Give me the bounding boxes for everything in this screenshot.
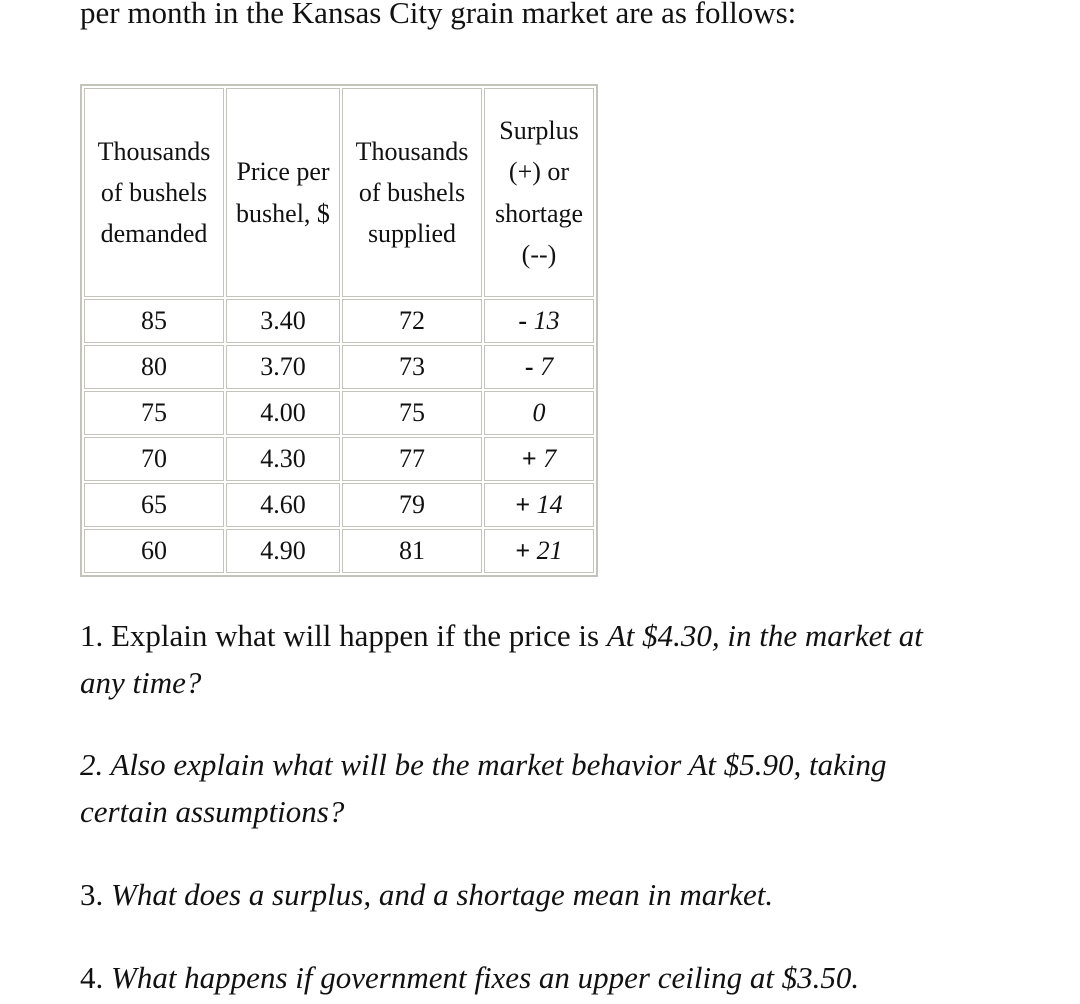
header-quantity-demanded [84, 88, 224, 297]
question-4-text: What happens if government fixes an upper ceiling at $3.50. [111, 960, 860, 995]
table-row [84, 529, 594, 573]
cell-supplied: 79 [342, 483, 482, 527]
table-header-row [84, 88, 594, 297]
header-surplus-shortage [484, 88, 594, 297]
cell-diff-value: 7 [540, 352, 554, 382]
cell-demanded: 60 [84, 529, 224, 573]
cell-price: 4.60 [226, 483, 340, 527]
cell-surplus-shortage [484, 437, 594, 481]
cell-price: 3.70 [226, 345, 340, 389]
question-1-text: 1. Explain what will happen if the price is [80, 618, 607, 653]
cell-diff-value: 21 [536, 536, 563, 566]
question-4 [80, 954, 960, 1001]
cell-surplus-shortage [484, 529, 594, 573]
cell-surplus-shortage [484, 483, 594, 527]
header-quantity-supplied-label: Thousands of bushels supplied [355, 136, 469, 249]
cell-supplied: 75 [342, 391, 482, 435]
question-3-number: 3. [80, 877, 111, 912]
cell-demanded: 75 [84, 391, 224, 435]
cell-demanded: 80 [84, 345, 224, 389]
cell-surplus-shortage [484, 299, 594, 343]
table-row [84, 391, 594, 435]
cell-price: 4.30 [226, 437, 340, 481]
cell-supplied: 81 [342, 529, 482, 573]
market-table-container [80, 84, 598, 577]
market-table [80, 84, 598, 577]
cell-supplied: 72 [342, 299, 482, 343]
cell-demanded: 65 [84, 483, 224, 527]
cell-diff-value: 13 [533, 306, 560, 336]
cell-diff-value: 0 [532, 398, 546, 428]
question-3 [80, 871, 960, 918]
header-quantity-demanded-label: Thousands of bushels demanded [97, 136, 211, 249]
question-3-text: What does a surplus, and a shortage mean in market. [111, 877, 774, 912]
cell-sign: - [524, 352, 541, 382]
question-2-number: 2. [80, 747, 111, 782]
cell-demanded: 70 [84, 437, 224, 481]
question-2 [80, 741, 960, 835]
cell-supplied: 77 [342, 437, 482, 481]
table-row [84, 483, 594, 527]
intro-text: per month in the Kansas City grain market are as follows: [80, 0, 797, 30]
questions-list [80, 612, 960, 1001]
cell-demanded: 85 [84, 299, 224, 343]
table-row [84, 345, 594, 389]
cell-diff-value: 7 [543, 444, 557, 474]
cell-price: 4.00 [226, 391, 340, 435]
cell-surplus-shortage [484, 345, 594, 389]
cell-supplied: 73 [342, 345, 482, 389]
header-price [226, 88, 340, 297]
cell-price: 4.90 [226, 529, 340, 573]
cell-sign: + [515, 536, 537, 566]
question-1-italic-text: At $4.30, in the market at any time? [80, 618, 923, 700]
cell-diff-value: 14 [536, 490, 563, 520]
cell-sign: + [515, 490, 537, 520]
cell-surplus-shortage [484, 391, 594, 435]
question-4-number: 4. [80, 960, 111, 995]
cell-sign: + [521, 444, 544, 474]
question-2-text: Also explain what will be the market behavior At $5.90, taking certain assumptions? [80, 747, 887, 829]
header-surplus-shortage-label: Surplus (+) or shortage (--) [494, 116, 584, 269]
question-1 [80, 612, 960, 706]
table-row [84, 437, 594, 481]
cell-sign: - [518, 306, 534, 336]
header-quantity-supplied [342, 88, 482, 297]
cell-price: 3.40 [226, 299, 340, 343]
table-row [84, 299, 594, 343]
header-price-label: Price per bushel, $ [236, 157, 330, 228]
